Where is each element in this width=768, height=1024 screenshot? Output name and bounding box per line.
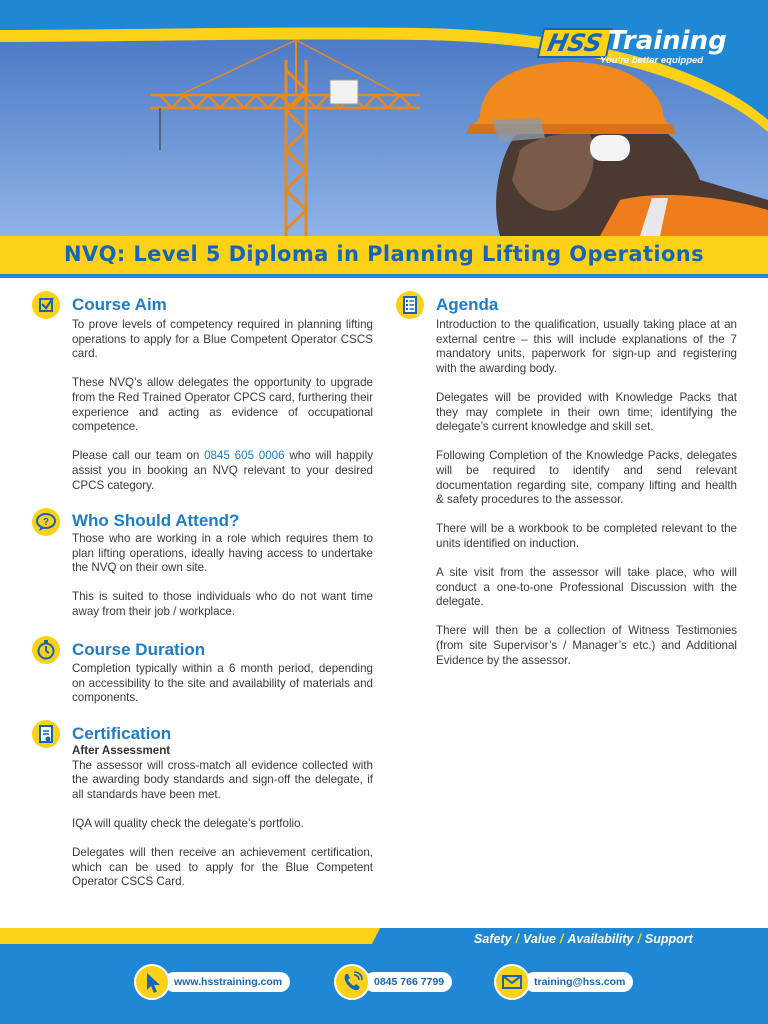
title-divider — [0, 274, 768, 278]
question-bubble-icon — [32, 508, 60, 536]
who-should-attend-body — [72, 532, 373, 620]
stopwatch-icon — [32, 636, 60, 664]
agenda-body — [436, 318, 737, 668]
course-aim-p1: To prove levels of competency required in planning lifting operations to apply for a Blue Competent Operator CSCS card. — [72, 318, 373, 361]
footer — [0, 928, 768, 1024]
phone-link[interactable]: 0845 766 7799 — [364, 972, 452, 992]
course-aim-p3-after: who will happily assist you in booking an NVQ relevant to your desired CPCS category. — [72, 449, 373, 492]
header-banner — [0, 0, 768, 236]
booking-phone-link[interactable]: 0845 605 0006 — [204, 449, 285, 463]
agenda-p5: A site visit from the assessor will take place, who will conduct a one-to-one Professional Discussion with the delegate. — [436, 566, 737, 609]
agenda-p1: Introduction to the qualification, usually taking place at an external centre – this will include explanations of the 7 mandatory units, paperwork for sign-up and registering with the awarding body. — [436, 318, 737, 375]
value-value: Value — [523, 932, 556, 946]
certification-body — [72, 744, 373, 890]
course-aim-p2: These NVQ’s allow delegates the opportunity to upgrade from the Red Trained Operator CPCS card, furthering their experience and acting as evidence of occupational competence. — [72, 376, 373, 434]
logo-training-text: Training — [608, 26, 727, 56]
course-duration-p1: Completion typically within a 6 month period, depending on accessibility to the site and availability of materials and components. — [72, 662, 373, 705]
value-safety: Safety — [474, 932, 512, 946]
certification-p2: IQA will quality check the delegate’s portfolio. — [72, 816, 304, 830]
value-availability: Availability — [567, 932, 634, 946]
certification-p1: The assessor will cross-match all evidence collected with the awarding body standards and sign-off the delegate, if all standards have been met. — [72, 758, 373, 801]
course-aim-p3-before: Please call our team on — [72, 449, 205, 463]
cursor-icon — [134, 964, 170, 1000]
course-aim-heading: Course Aim — [72, 295, 167, 314]
value-support: Support — [644, 932, 693, 946]
envelope-icon — [494, 964, 530, 1000]
values-separator: / — [515, 932, 520, 946]
who-should-attend-p1: Those who are working in a role which requires them to plan lifting operations, ideally having access to undertake the NVQ on their own site. — [72, 532, 373, 575]
email-link[interactable]: training@hss.com — [524, 972, 633, 992]
certificate-icon — [32, 720, 60, 748]
logo-tagline: You’re better equipped — [600, 55, 704, 66]
who-should-attend-heading: Who Should Attend? — [72, 511, 240, 530]
values-separator: / — [559, 932, 564, 946]
checklist-icon — [396, 291, 424, 319]
values-separator: / — [637, 932, 641, 946]
agenda-p3: Following Completion of the Knowledge Packs, delegates will be required to identify and send relevant documentation regarding site, company lifting and health & safety procedures to the assessor. — [436, 449, 737, 507]
page-title: NVQ: Level 5 Diploma in Planning Lifting Operations — [64, 242, 705, 266]
certification-heading: Certification — [72, 724, 172, 743]
agenda-heading: Agenda — [436, 295, 499, 314]
course-duration-body — [72, 662, 373, 706]
certification-p3: Delegates will then receive an achievement certification, which can be used to apply for the Blue Competent Operator CSCS Card. — [72, 846, 373, 889]
title-bar — [0, 236, 768, 274]
agenda-p2: Delegates will be provided with Knowledge Packs that they may complete in their own time; identifying the delegate’s current knowledge and skill set. — [436, 390, 737, 434]
values-strip — [474, 932, 693, 946]
course-aim-p3 — [72, 449, 373, 493]
agenda-p4: There will be a workbook to be completed relevant to the units identified on induction. — [436, 522, 737, 550]
svg-text:?: ? — [42, 517, 50, 528]
agenda-p6: There will then be a collection of Witness Testimonies (from site Supervisor’s / Manager’s etc.) and Additional Evidence by the assessor. — [436, 624, 737, 667]
who-should-attend-p2: This is suited to those individuals who do not want time away from their job / workplace. — [72, 590, 373, 618]
certification-subheading: After Assessment — [72, 744, 171, 757]
phone-icon — [334, 964, 370, 1000]
checkbox-icon — [32, 291, 60, 319]
website-link[interactable]: www.hsstraining.com — [164, 972, 290, 992]
course-aim-body — [72, 318, 373, 493]
hss-training-logo[interactable] — [540, 26, 730, 70]
course-duration-heading: Course Duration — [72, 640, 206, 659]
logo-hss-text: HSS — [537, 28, 613, 58]
